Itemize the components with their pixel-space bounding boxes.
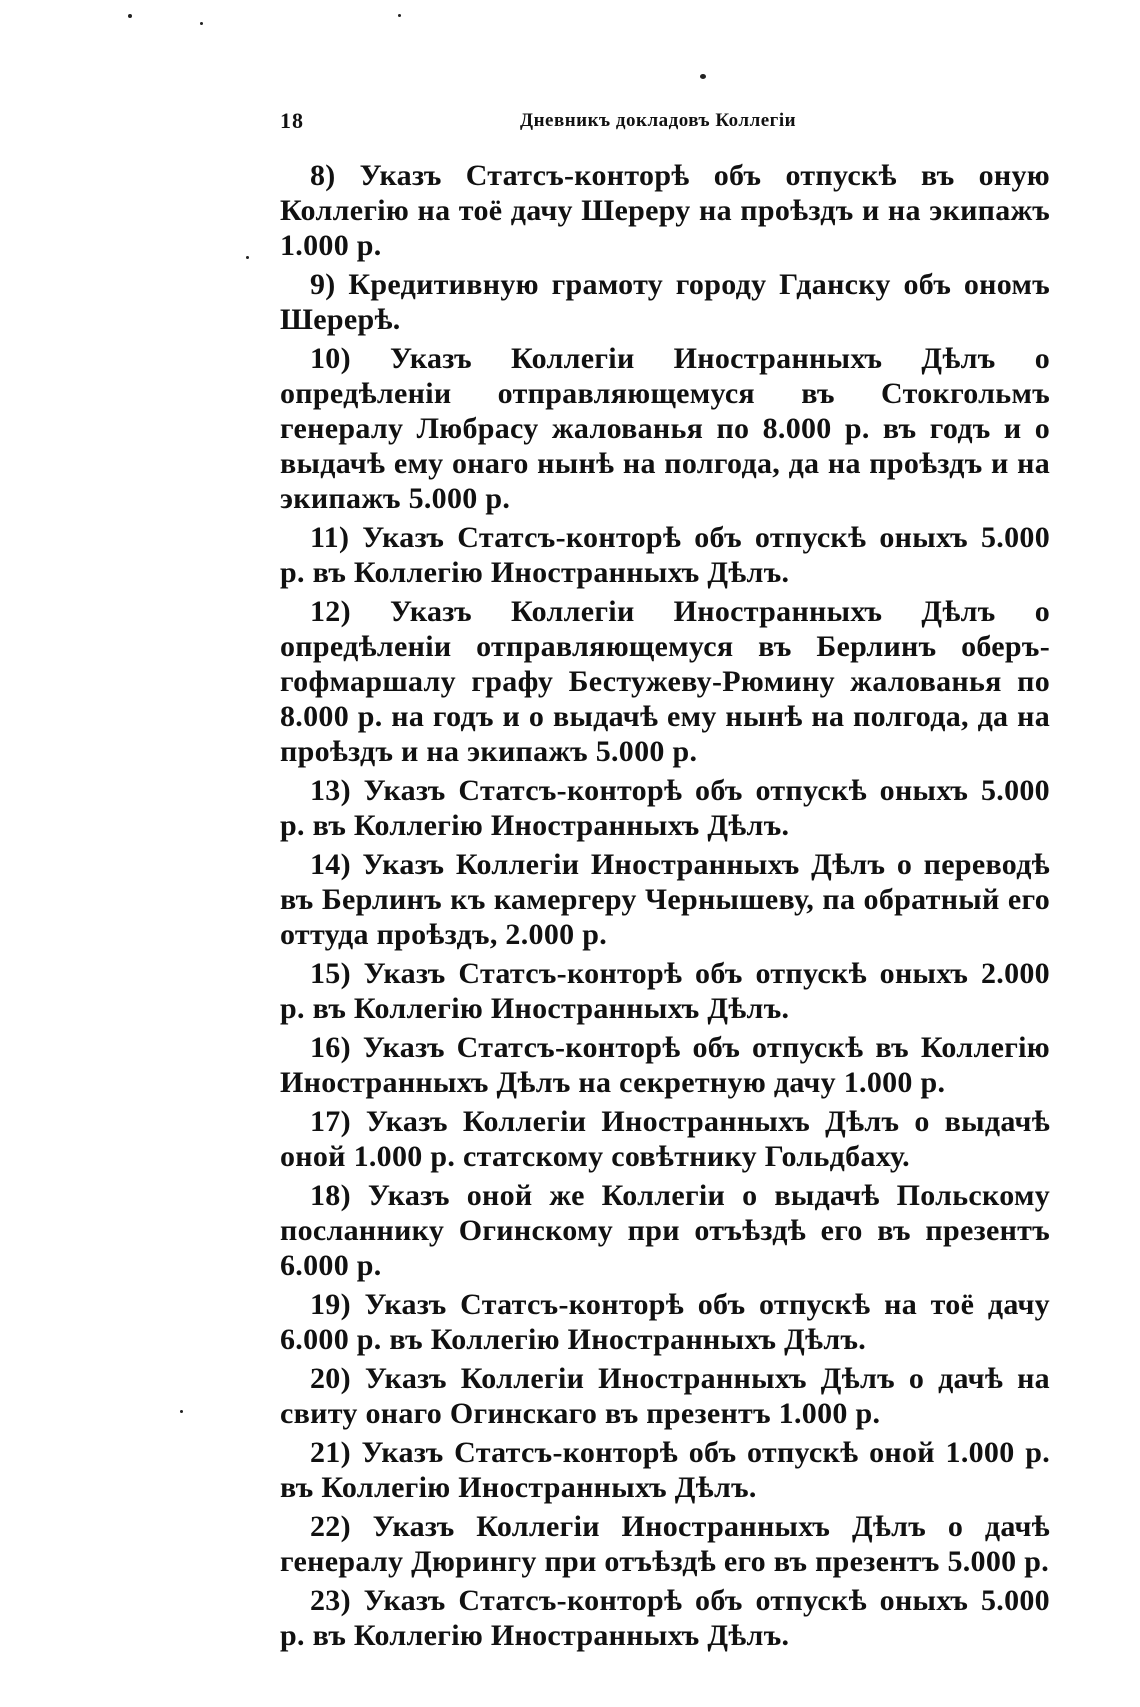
scan-speck (700, 74, 706, 79)
list-item-entry-18: 18) Указъ оной же Коллегіи о выдачѣ Польскому посланнику Огинскому при отъѣздѣ его въ презентъ 6.000 р. (280, 1179, 1050, 1282)
list-item-entry-22: 22) Указъ Коллегіи Иностранныхъ Дѣлъ о дачѣ генералу Дюрингу при отъѣздѣ его въ презентъ 5.000 р. (280, 1510, 1050, 1578)
list-item-entry-8: 8) Указъ Статсъ-конторѣ объ отпускѣ въ оную Коллегію на тоё дачу Шереру на проѣздъ и на экипажъ 1.000 р. (280, 159, 1050, 262)
list-item-entry-20: 20) Указъ Коллегіи Иностранныхъ Дѣлъ о дачѣ на свиту онаго Огинскаго въ презентъ 1.000 р. (280, 1362, 1050, 1430)
scan-speck (200, 22, 203, 25)
page-header (280, 108, 1050, 138)
list-item-entry-19: 19) Указъ Статсъ-конторѣ объ отпускѣ на тоё дачу 6.000 р. въ Коллегію Иностранныхъ Дѣлъ. (280, 1288, 1050, 1356)
list-item-entry-21: 21) Указъ Статсъ-конторѣ объ отпускѣ оной 1.000 р. въ Коллегію Иностранныхъ Дѣлъ. (280, 1436, 1050, 1504)
list-item-entry-17: 17) Указъ Коллегіи Иностранныхъ Дѣлъ о выдачѣ оной 1.000 р. статскому совѣтнику Гольдбаху. (280, 1105, 1050, 1173)
scan-speck (246, 256, 249, 259)
list-item-entry-10: 10) Указъ Коллегіи Иностранныхъ Дѣлъ о опредѣленіи отправляющемуся въ Стокгольмъ генералу Любрасу жалованья по 8.000 р. въ годъ и о выдачѣ ему онаго нынѣ на полгода, да на проѣздъ и на экипажъ 5.000 р. (280, 342, 1050, 515)
list-item-entry-14: 14) Указъ Коллегіи Иностранныхъ Дѣлъ о переводѣ въ Берлинъ къ камергеру Чернышеву, па обратный его оттуда проѣздъ, 2.000 р. (280, 848, 1050, 951)
list-item-entry-23: 23) Указъ Статсъ-конторѣ объ отпускѣ оныхъ 5.000 р. въ Коллегію Иностранныхъ Дѣлъ. (280, 1584, 1050, 1652)
list-item-entry-15: 15) Указъ Статсъ-конторѣ объ отпускѣ оныхъ 2.000 р. въ Коллегію Иностранныхъ Дѣлъ. (280, 957, 1050, 1025)
scan-speck (128, 14, 132, 18)
scan-speck (398, 14, 401, 17)
list-item-entry-12: 12) Указъ Коллегіи Иностранныхъ Дѣлъ о опредѣленіи отправляющемуся въ Берлинъ оберъ-гофмаршалу графу Бестужеву-Рюмину жалованья по 8.000 р. на годъ и о выдачѣ ему нынѣ на полгода, да на проѣздъ и на экипажъ 5.000 р. (280, 595, 1050, 768)
list-item-entry-11: 11) Указъ Статсъ-конторѣ объ отпускѣ оныхъ 5.000 р. въ Коллегію Иностранныхъ Дѣлъ. (280, 521, 1050, 589)
list-item-entry-13: 13) Указъ Статсъ-конторѣ объ отпускѣ оныхъ 5.000 р. въ Коллегію Иностранныхъ Дѣлъ. (280, 774, 1050, 842)
list-item-entry-9: 9) Кредитивную грамоту городу Гданску объ ономъ Шерерѣ. (280, 268, 1050, 336)
page-number: 18 (280, 108, 304, 133)
list-item-entry-16: 16) Указъ Статсъ-конторѣ объ отпускѣ въ Коллегію Иностранныхъ Дѣлъ на секретную дачу 1.000 р. (280, 1031, 1050, 1099)
scan-speck (180, 1410, 183, 1413)
running-title: Дневникъ докладовъ Коллегіи (520, 110, 797, 131)
document-body (280, 158, 1050, 1657)
